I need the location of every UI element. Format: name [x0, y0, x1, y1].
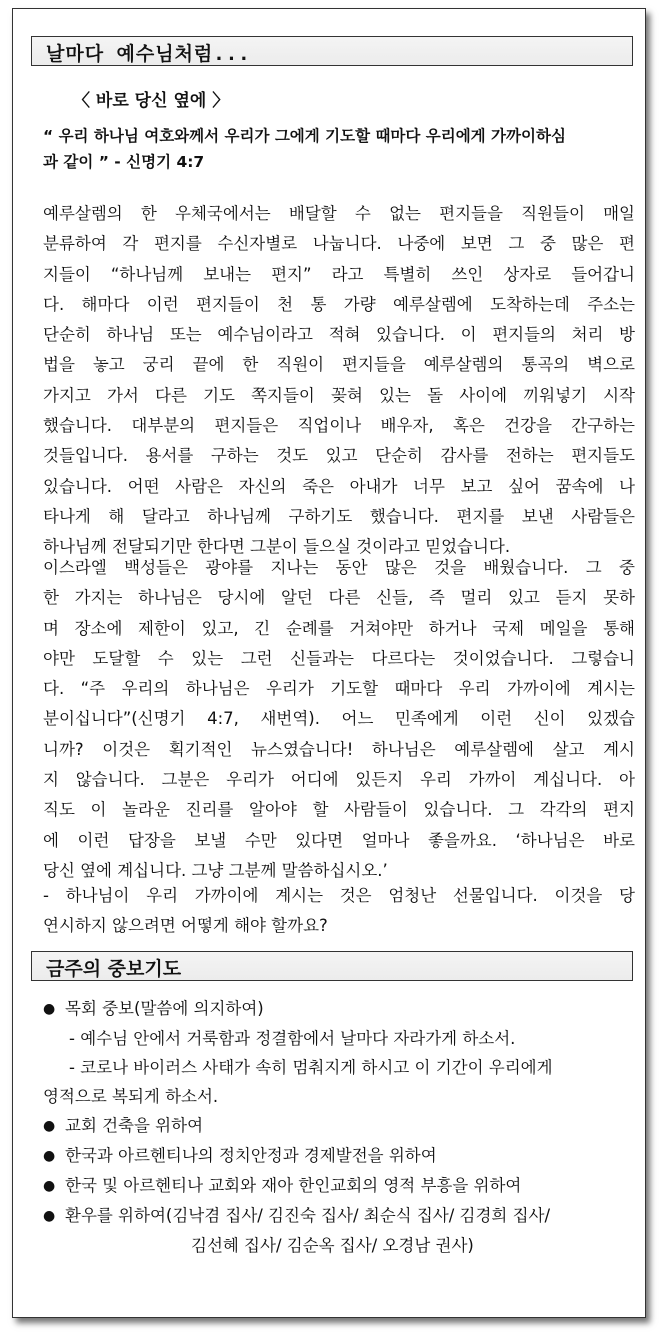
text-line: 분류하여 각 편지를 수신자별로 나눕니다. 나중에 보면 그 중 많은 편	[43, 234, 635, 254]
bullet-icon: ●	[43, 1178, 56, 1194]
section-header-intercessory-prayer	[31, 951, 633, 981]
text-line: 법을 놓고 궁리 끝에 한 직원이 편지들을 예루살렘의 통곡의 벽으로	[43, 355, 635, 375]
text-line: 것들입니다. 용서를 구하는 것도 있고 단순히 감사를 전하는 편지들도	[43, 446, 635, 466]
text-line: - 하나님이 우리 가까이에 계시는 것은 엄청난 선물입니다. 이것을 당	[43, 886, 635, 905]
text-line: 야만 도달할 수 있는 그런 신들과는 다르다는 것이었습니다. 그렇습니	[43, 648, 635, 668]
text-line: 다. “주 우리의 하나님은 우리가 기도할 때마다 우리 가까이에 계시는	[43, 679, 635, 699]
list-subitem: - 예수님 안에서 거룩함과 정결함에서 날마다 자라가게 하소서.	[69, 1029, 516, 1048]
text-line: 에 이런 답장을 보낼 수만 있다면 얼마나 좋을까요. ‘하나님은 바로	[43, 830, 635, 850]
bullet-icon: ●	[43, 1148, 56, 1164]
list-subitem-continuation: 영적으로 복되게 하소서.	[43, 1087, 219, 1106]
paragraph-2	[43, 553, 635, 886]
list-item	[43, 994, 635, 1024]
scripture-verse	[43, 123, 633, 175]
text-line: 당신 옆에 계십니다. 그냥 그분께 말씀하십시오.’	[43, 860, 388, 880]
list-subitem: - 코로나 바이러스 사태가 속히 멈춰지게 하시고 이 기간이 우리에게	[69, 1058, 553, 1077]
text-line: 연시하지 않으려면 어떻게 해야 할까요?	[43, 916, 328, 936]
list-item	[43, 1111, 635, 1141]
text-line: 분이십니다”(신명기 4:7, 새번역). 어느 민족에게 이런 신이 있겠습	[43, 709, 635, 729]
section-title: 날마다 예수님처럼...	[46, 43, 251, 65]
text-line: 했습니다. 대부분의 편지들은 직업이나 배우자, 혹은 건강을 간구하는	[43, 416, 635, 436]
devotion-subtitle: 〈 바로 당신 옆에 〉	[73, 91, 230, 111]
list-item-text: 한국과 아르헨티나의 정치안정과 경제발전을 위하여	[65, 1146, 437, 1165]
text-line: 이스라엘 백성들은 광야를 지나는 동안 많은 것을 배웠습니다. 그 중	[43, 558, 635, 577]
list-item-text: 한국 및 아르헨티나 교회와 재아 한인교회의 영적 부흥을 위하여	[65, 1176, 522, 1195]
text-line: 니까? 이것은 획기적인 뉴스였습니다! 하나님은 예루살렘에 살고 계시	[43, 739, 635, 759]
list-item-continuation: 김선혜 집사/ 김순옥 집사/ 오경남 권사)	[191, 1236, 474, 1255]
text-line: 가지고 가서 다른 기도 쪽지들이 꽂혀 있는 돌 사이에 끼워넣기 시작	[43, 385, 635, 405]
verse-line: “ 우리 하나님 여호와께서 우리가 그에게 기도할 때마다 우리에게 가까이하심	[43, 127, 566, 145]
text-line: 지 않습니다. 그분은 우리가 어디에 있든지 우리 가까이 계십니다. 아	[43, 770, 635, 790]
text-line: 며 장소에 제한이 있고, 긴 순례를 거쳐야만 하거나 국제 메일을 통해	[43, 618, 635, 638]
text-line: 타나게 해 달라고 하나님께 구하기도 했습니다. 편지를 보낸 사람들은	[43, 506, 635, 526]
text-line: 한 가지는 하나님은 당시에 알던 다른 신들, 즉 멀리 있고 듣지 못하	[43, 588, 635, 608]
text-line: 직도 이 놀라운 진리를 알아야 할 사람들이 있습니다. 그 각각의 편지	[43, 800, 635, 820]
section-header-daily-like-jesus	[31, 36, 633, 66]
prayer-list	[43, 994, 635, 1260]
list-item-text: 환우를 위하여(김낙겸 집사/ 김진숙 집사/ 최순식 집사/ 김경희 집사/	[65, 1206, 551, 1225]
bullet-icon: ●	[43, 1118, 56, 1134]
text-line: 있습니다. 어떤 사람은 자신의 죽은 아내가 너무 보고 싶어 꿈속에 나	[43, 476, 635, 496]
section-title: 금주의 중보기도	[46, 958, 182, 980]
text-line: 단순히 하나님 또는 예수님이라고 적혀 있습니다. 이 편지들의 처리 방	[43, 325, 635, 345]
list-item-text: 교회 건축을 위하여	[65, 1116, 204, 1135]
text-line: 지들이 “하나님께 보내는 편지” 라고 특별히 쓰인 상자로 들어갑니	[43, 264, 635, 284]
list-item-text: 목회 중보(말씀에 의지하여)	[65, 999, 264, 1018]
reflection-question	[43, 881, 635, 942]
list-item	[43, 1171, 635, 1201]
text-line: 예루살렘의 한 우체국에서는 배달할 수 없는 편지들을 직원들이 매일	[43, 204, 635, 223]
text-line: 하나님께 전달되기만 한다면 그분이 들으실 것이라고 믿었습니다.	[43, 537, 511, 557]
paragraph-1	[43, 199, 635, 563]
bulletin-page	[12, 8, 646, 1318]
list-item	[43, 1201, 635, 1231]
list-item	[43, 1141, 635, 1171]
text-line: 다. 해마다 이런 편지들이 천 통 가량 예루살렘에 도착하는데 주소는	[43, 294, 635, 314]
verse-line: 과 같이 ” - 신명기 4:7	[43, 153, 205, 171]
bullet-icon: ●	[43, 1208, 56, 1224]
bullet-icon: ●	[43, 1001, 56, 1017]
